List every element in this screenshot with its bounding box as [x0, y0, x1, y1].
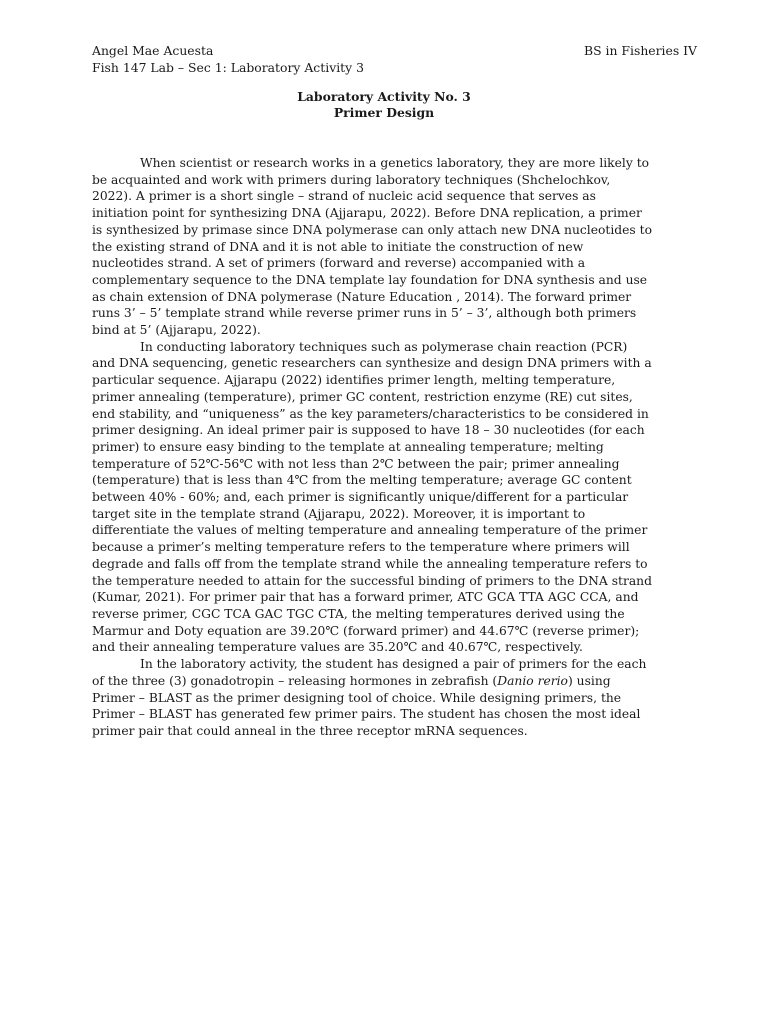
course-section: Fish 147 Lab – Sec 1: Laboratory Activity 3 [92, 60, 364, 75]
activity-subtitle: Primer Design [333, 105, 435, 120]
document-body [92, 155, 652, 740]
paragraph-2: In conducting laboratory techniques such as polymerase chain reaction (PCR) and DNA sequencing, genetic researchers can synthesize and design DNA primers with a particular sequence. Ajjarapu (2022) identifies primer length, melting temperature, primer annealing (temperature), primer GC content, restriction enzyme (RE) cut sites, end stability, and “uniqueness” as the key parameters/characteristics to be considered in primer designing. An ideal primer pair is supposed to have 18 – 30 nucleotides (for each primer) to ensure easy binding to the template at annealing temperature; melting temperature of 52℃-56℃ with not less than 2℃ between the pair; primer annealing (temperature) that is less than 4℃ from the melting temperature; average GC content between 40% - 60%; and, each primer is significantly unique/different for a particular target site in the template strand (Ajjarapu, 2022). Moreover, it is important to differentiate the values of melting temperature and annealing temperature of the primer because a primer’s melting temperature refers to the temperature where primers will degrade and falls off from the template strand while the annealing temperature refers to the temperature needed to attain for the successful binding of primers to the DNA strand (Kumar, 2021). For primer pair that has a forward primer, ATC GCA TTA AGC CCA, and reverse primer, CGC TCA GAC TGC CTA, the melting temperatures derived using the Marmur and Doty equation are 39.20℃ (forward primer) and 44.67℃ (reverse primer); and their annealing temperature values are 35.20℃ and 40.67℃, respectively. [92, 339, 652, 655]
header-line-1 [92, 42, 697, 60]
paragraph-3 [92, 656, 652, 740]
activity-title: Laboratory Activity No. 3 [297, 89, 471, 104]
paragraph-1: When scientist or research works in a genetics laboratory, they are more likely to be acquainted and work with primers during laboratory techniques (Shchelochkov, 2022). A primer is a short single – strand of nucleic acid sequence that serves as initiation point for synthesizing DNA (Ajjarapu, 2022). Before DNA replication, a primer is synthesized by primase since DNA polymerase can only attach new DNA nucleotides to the existing strand of DNA and it is not able to initiate the construction of new nucleotides strand. A set of primers (forward and reverse) accompanied with a complementary sequence to the DNA template lay foundation for DNA synthesis and use as chain extension of DNA polymerase (Nature Education , 2014). The forward primer runs 3’ – 5’ template strand while reverse primer runs in 5’ – 3’, although both primers bind at 5’ (Ajjarapu, 2022). [92, 156, 652, 338]
paragraph-3-text-a: In the laboratory activity, the student has designed a pair of primers for the each of the three (3) gonadotropin – releasing hormones in zebrafish ( [92, 657, 647, 688]
paragraph-3-text-b: ) using Primer – BLAST as the primer designing tool of choice. While designing primers, the Primer – BLAST has generated few primer pairs. The student has chosen the most ideal primer pair that could anneal in the three receptor mRNA sequences. [92, 673, 641, 738]
author-name: Angel Mae Acuesta [92, 43, 214, 58]
header-line-2 [92, 59, 697, 77]
species-name: Danio rerio [497, 673, 568, 688]
program-year: BS in Fisheries IV [583, 43, 697, 58]
